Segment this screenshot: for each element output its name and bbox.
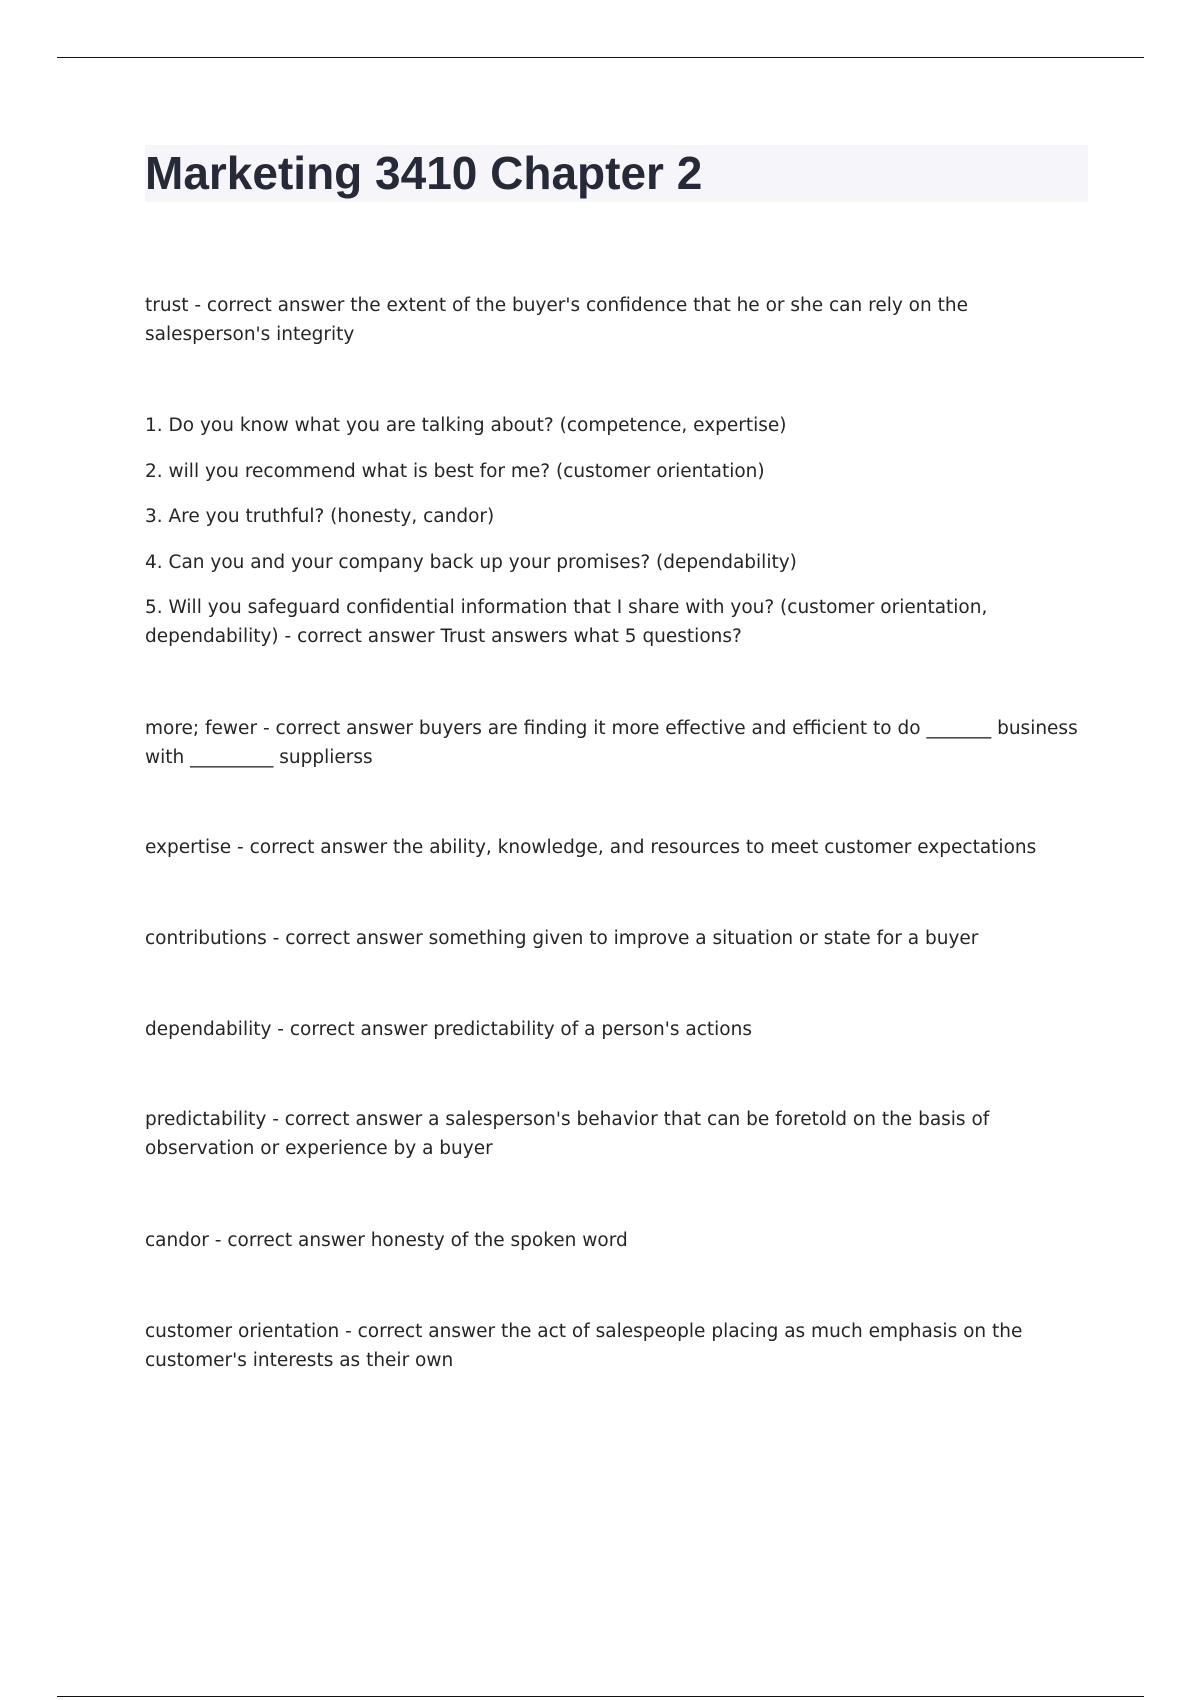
entry-dependability [145,1015,1085,1044]
entry-separator: - correct answer [271,1019,434,1040]
entry-more-fewer [145,714,1085,772]
entry-term: trust [145,295,189,316]
entry-definition: something given to improve a situation or state for a buyer [428,928,979,949]
entry-definition: Trust answers what 5 questions? [440,626,742,647]
bottom-rule [57,1696,1144,1697]
entry-predictability [145,1105,1085,1163]
entry-term: predictability [145,1109,267,1130]
entry-separator: - correct answer [208,1230,371,1251]
entry-expertise [145,833,1085,862]
entry-definition: the act of salespeople placing as much emphasis on the customer's interests as their own [145,1321,1023,1371]
entry-term: expertise [145,837,232,858]
entry-definition: predictability of a person's actions [433,1019,752,1040]
list-item: 4. Can you and your company back up your promises? (dependability) [145,552,797,573]
entry-separator: - correct answer [266,928,429,949]
entry-candor [145,1226,1085,1255]
entry-definition: buyers are finding it more effective and efficient to do _______ business with _________ supplierss [145,718,1078,768]
entry-term: candor [145,1230,209,1251]
list-item: 1. Do you know what you are talking about? (competence, expertise) [145,415,787,436]
entry-separator: - correct answer [257,718,419,739]
entry-separator: - correct answer [339,1321,501,1342]
entry-customer-orientation [145,1317,1085,1375]
entry-term: customer orientation [145,1321,340,1342]
entry-contributions [145,924,1085,953]
list-item: 3. Are you truthful? (honesty, candor) [145,506,495,527]
entry-separator: - correct answer [266,1109,429,1130]
entry-definition: the ability, knowledge, and resources to meet customer expectations [392,837,1037,858]
list-item: 2. will you recommend what is best for me? (customer orientation) [145,461,765,482]
entry-separator: - correct answer [278,626,441,647]
entry-term: more; fewer [145,718,258,739]
entry-term: dependability [145,1019,272,1040]
top-rule [57,57,1144,58]
list-item-text: 5. Will you safeguard confidential information that I share with you? (customer orientation, dependability) [145,597,988,647]
entry-definition: the extent of the buyer's confidence that he or she can rely on the salesperson's integrity [145,295,968,345]
entry-definition: honesty of the spoken word [370,1230,628,1251]
entry-separator: - correct answer [231,837,393,858]
entry-trust [145,291,1085,349]
entry-term: contributions [145,928,267,949]
page-title: Marketing 3410 Chapter 2 [145,147,703,199]
entry-definition: a salesperson's behavior that can be foretold on the basis of observation or experience by a buyer [145,1109,990,1159]
entry-separator: - correct answer [188,295,351,316]
list-item-last [145,593,1085,651]
